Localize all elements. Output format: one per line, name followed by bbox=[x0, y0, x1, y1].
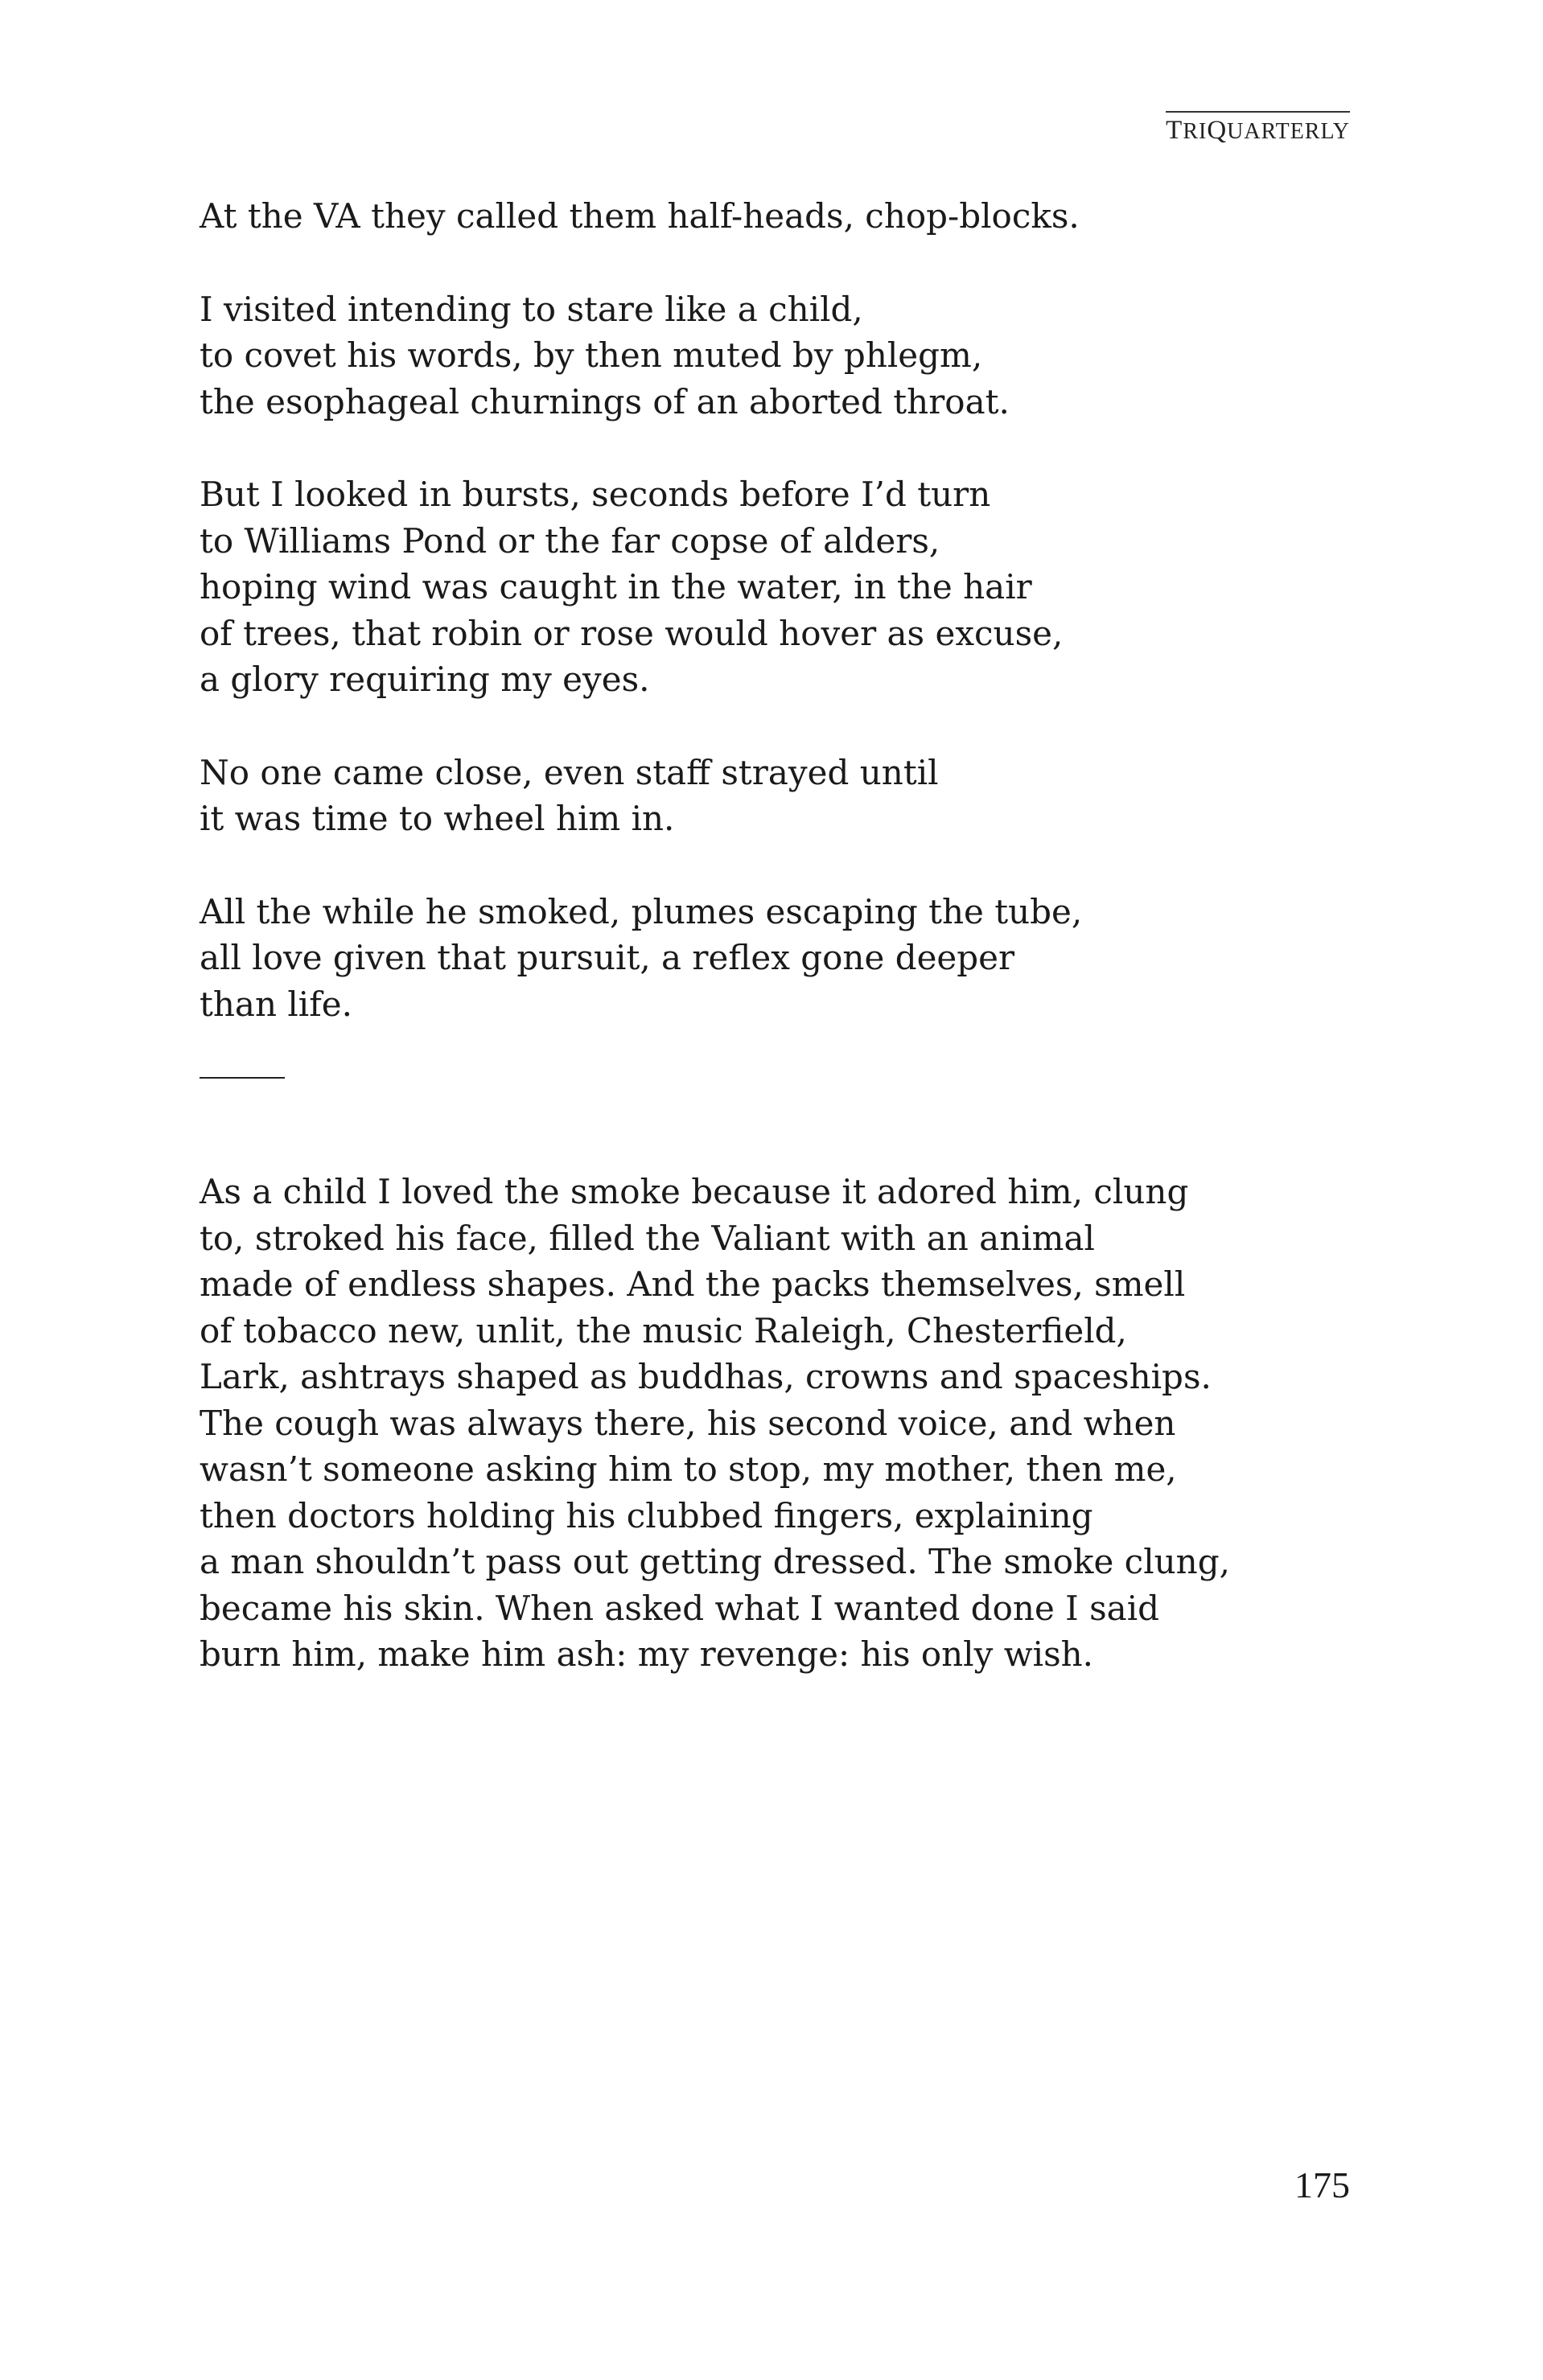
poem-line: The cough was always there, his second voice, and when bbox=[200, 1403, 1176, 1443]
poem-line: a man shouldn’t pass out getting dressed. The smoke clung, bbox=[200, 1542, 1230, 1581]
poem-line: to Williams Pond or the far copse of alders, bbox=[200, 520, 940, 561]
poem-line: all love given that pursuit, a reflex gone deeper bbox=[200, 938, 1015, 977]
stanza-1 bbox=[200, 193, 1358, 240]
poem-line: burn him, make him ash: my revenge: his only wish. bbox=[200, 1634, 1094, 1674]
running-head-t: T bbox=[1166, 116, 1183, 145]
poem-line: No one came close, even staff strayed until bbox=[200, 752, 939, 792]
poem-line: All the while he smoked, plumes escaping the tube, bbox=[200, 891, 1083, 931]
poem-body bbox=[200, 193, 1358, 1678]
poem-line: I visited intending to stare like a child, bbox=[200, 289, 863, 329]
poem-line: At the VA they called them half-heads, chop-blocks. bbox=[200, 196, 1080, 236]
poem-line: the esophageal churnings of an aborted throat. bbox=[200, 381, 1010, 421]
stanza-5 bbox=[200, 889, 1358, 1028]
poem-line: of tobacco new, unlit, the music Raleigh, Chesterfield, bbox=[200, 1310, 1127, 1350]
page-number: 175 bbox=[1294, 2164, 1350, 2205]
poem-line: made of endless shapes. And the packs themselves, smell bbox=[200, 1264, 1186, 1304]
poem-line: to covet his words, by then muted by phlegm, bbox=[200, 335, 983, 375]
poem-line: But I looked in bursts, seconds before I’d turn bbox=[200, 475, 991, 514]
running-head-ri: RI bbox=[1183, 119, 1208, 144]
poem-line: hoping wind was caught in the water, in the hair bbox=[200, 567, 1032, 606]
poem-line: then doctors holding his clubbed fingers, explaining bbox=[200, 1495, 1093, 1535]
stanza-3 bbox=[200, 471, 1358, 703]
poem-line: than life. bbox=[200, 984, 352, 1024]
running-head bbox=[1166, 111, 1350, 146]
poem-line: wasn’t someone asking him to stop, my mother, then me, bbox=[200, 1449, 1177, 1489]
poem-line: became his skin. When asked what I wanted done I said bbox=[200, 1588, 1160, 1628]
running-head-uarterly: UARTERLY bbox=[1227, 119, 1350, 144]
running-head-q: Q bbox=[1207, 116, 1228, 145]
poem-line: to, stroked his face, filled the Valiant with an animal bbox=[200, 1218, 1095, 1258]
poem-line: it was time to wheel him in. bbox=[200, 799, 675, 838]
stanza-4 bbox=[200, 750, 1358, 842]
poem-line: a glory requiring my eyes. bbox=[200, 660, 650, 699]
stanza-6 bbox=[200, 1169, 1358, 1678]
poem-line: As a child I loved the smoke because it adored him, clung bbox=[200, 1172, 1189, 1211]
stanza-2 bbox=[200, 286, 1358, 425]
poem-line: Lark, ashtrays shaped as buddhas, crowns and spaceships. bbox=[200, 1357, 1212, 1396]
poem-line: of trees, that robin or rose would hover as excuse, bbox=[200, 613, 1064, 653]
